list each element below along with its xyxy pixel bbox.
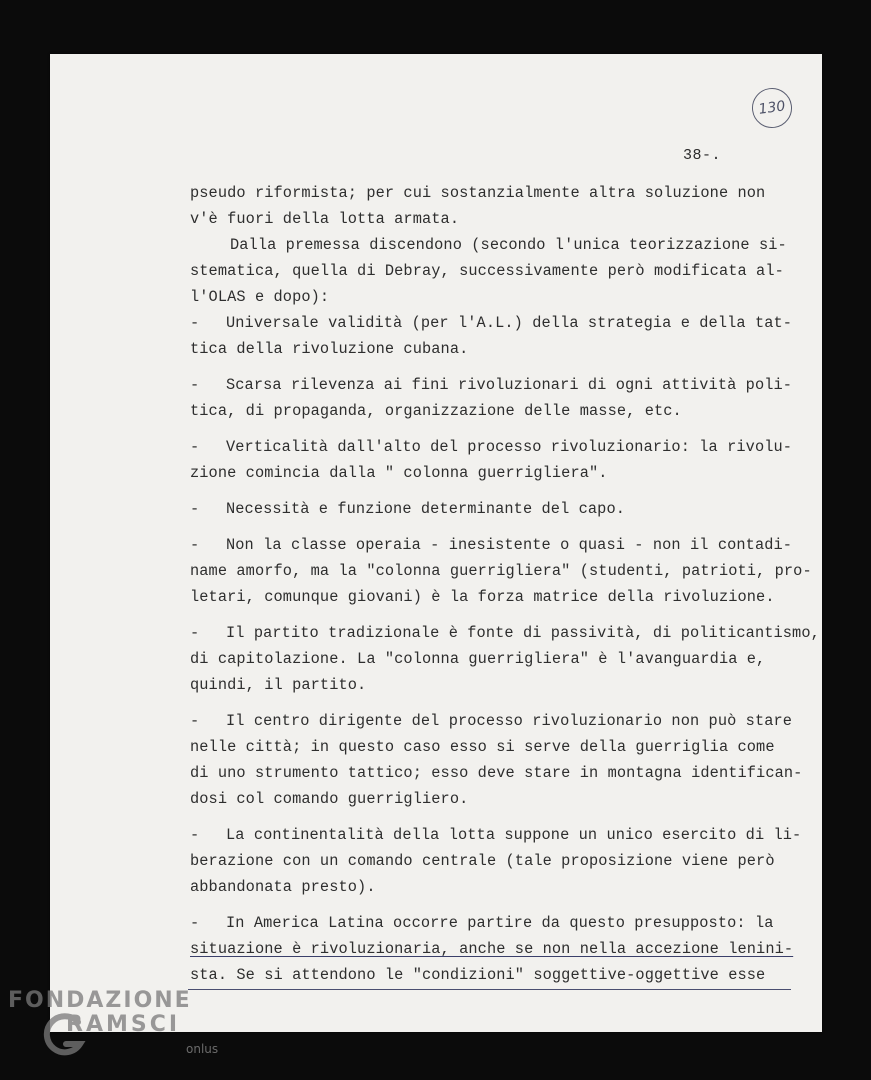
bullet-dash: - <box>190 914 200 932</box>
intro-paragraph <box>190 180 790 232</box>
text-line: Il centro dirigente del processo rivoluzionario non può stare <box>226 712 793 730</box>
bullet-dash: - <box>190 536 200 554</box>
typed-text-body <box>190 180 820 988</box>
text-line: sta. Se si attendono le "condizioni" soggettive-oggettive esse <box>190 966 766 984</box>
text-line: nelle città; in questo caso esso si serve della guerriglia come <box>190 738 775 756</box>
list-item <box>190 372 793 424</box>
list-item <box>190 532 812 610</box>
text-line: di uno strumento tattico; esso deve stare in montagna identifican- <box>190 764 803 782</box>
text-line: v'è fuori della lotta armata. <box>190 210 460 228</box>
bullet-dash: - <box>190 376 200 394</box>
list-item <box>190 496 790 522</box>
text-line: Dalla premessa discendono (secondo l'unica teorizzazione si- <box>230 236 787 254</box>
list-item <box>190 822 802 900</box>
text-line: Il partito tradizionale è fonte di passività, di politicantismo, <box>226 624 820 642</box>
list-item <box>190 620 820 698</box>
bullet-dash: - <box>190 438 200 456</box>
watermark-line2: RAMSCI <box>66 1012 181 1037</box>
text-line: quindi, il partito. <box>190 676 367 694</box>
watermark-line3: onlus <box>186 1042 219 1056</box>
text-line: Scarsa rilevenza ai fini rivoluzionari di ogni attività poli- <box>226 376 793 394</box>
text-line: tica della rivoluzione cubana. <box>190 340 469 358</box>
bullet-dash: - <box>190 500 200 518</box>
list-item <box>190 310 793 362</box>
text-line: l'OLAS e dopo): <box>190 288 330 306</box>
text-line: di capitolazione. La "colonna guerrigliera" è l'avanguardia e, <box>190 650 766 668</box>
bullet-dash: - <box>190 624 200 642</box>
text-line: dosi col comando guerrigliero. <box>190 790 469 808</box>
text-line: In America Latina occorre partire da questo presupposto: la <box>226 914 774 932</box>
archive-stamp: 130 <box>749 85 794 130</box>
underlined-text-line: situazione è rivoluzionaria, anche se non nella accezione lenini- <box>190 940 794 958</box>
bullet-dash: - <box>190 826 200 844</box>
premise-paragraph <box>190 232 790 310</box>
text-line: Universale validità (per l'A.L.) della strategia e della tat- <box>226 314 793 332</box>
page-number: 38-. <box>683 147 722 164</box>
text-line: Non la classe operaia - inesistente o quasi - non il contadi- <box>226 536 793 554</box>
handwritten-underline <box>188 989 791 990</box>
text-line: stematica, quella di Debray, successivamente però modificata al- <box>190 262 784 280</box>
list-item <box>190 910 794 988</box>
fondazione-gramsci-watermark <box>8 984 268 1074</box>
list-item <box>190 708 803 812</box>
list-item <box>190 434 793 486</box>
text-line: Verticalità dall'alto del processo rivoluzionario: la rivolu- <box>226 438 793 456</box>
bullet-dash: - <box>190 712 200 730</box>
text-line: berazione con un comando centrale (tale proposizione viene però <box>190 852 775 870</box>
text-line: tica, di propaganda, organizzazione delle masse, etc. <box>190 402 682 420</box>
text-line: La continentalità della lotta suppone un unico esercito di li- <box>226 826 802 844</box>
text-line: abbandonata presto). <box>190 878 376 896</box>
text-line: name amorfo, ma la "colonna guerrigliera" (studenti, patrioti, pro- <box>190 562 812 580</box>
text-line: zione comincia dalla " colonna guerrigliera". <box>190 464 608 482</box>
text-line: pseudo riformista; per cui sostanzialmente altra soluzione non <box>190 184 766 202</box>
text-line: letari, comunque giovani) è la forza matrice della rivoluzione. <box>190 588 775 606</box>
bullet-dash: - <box>190 314 200 332</box>
text-line: Necessità e funzione determinante del capo. <box>226 500 626 518</box>
watermark-line1: FONDAZIONE <box>8 988 192 1013</box>
